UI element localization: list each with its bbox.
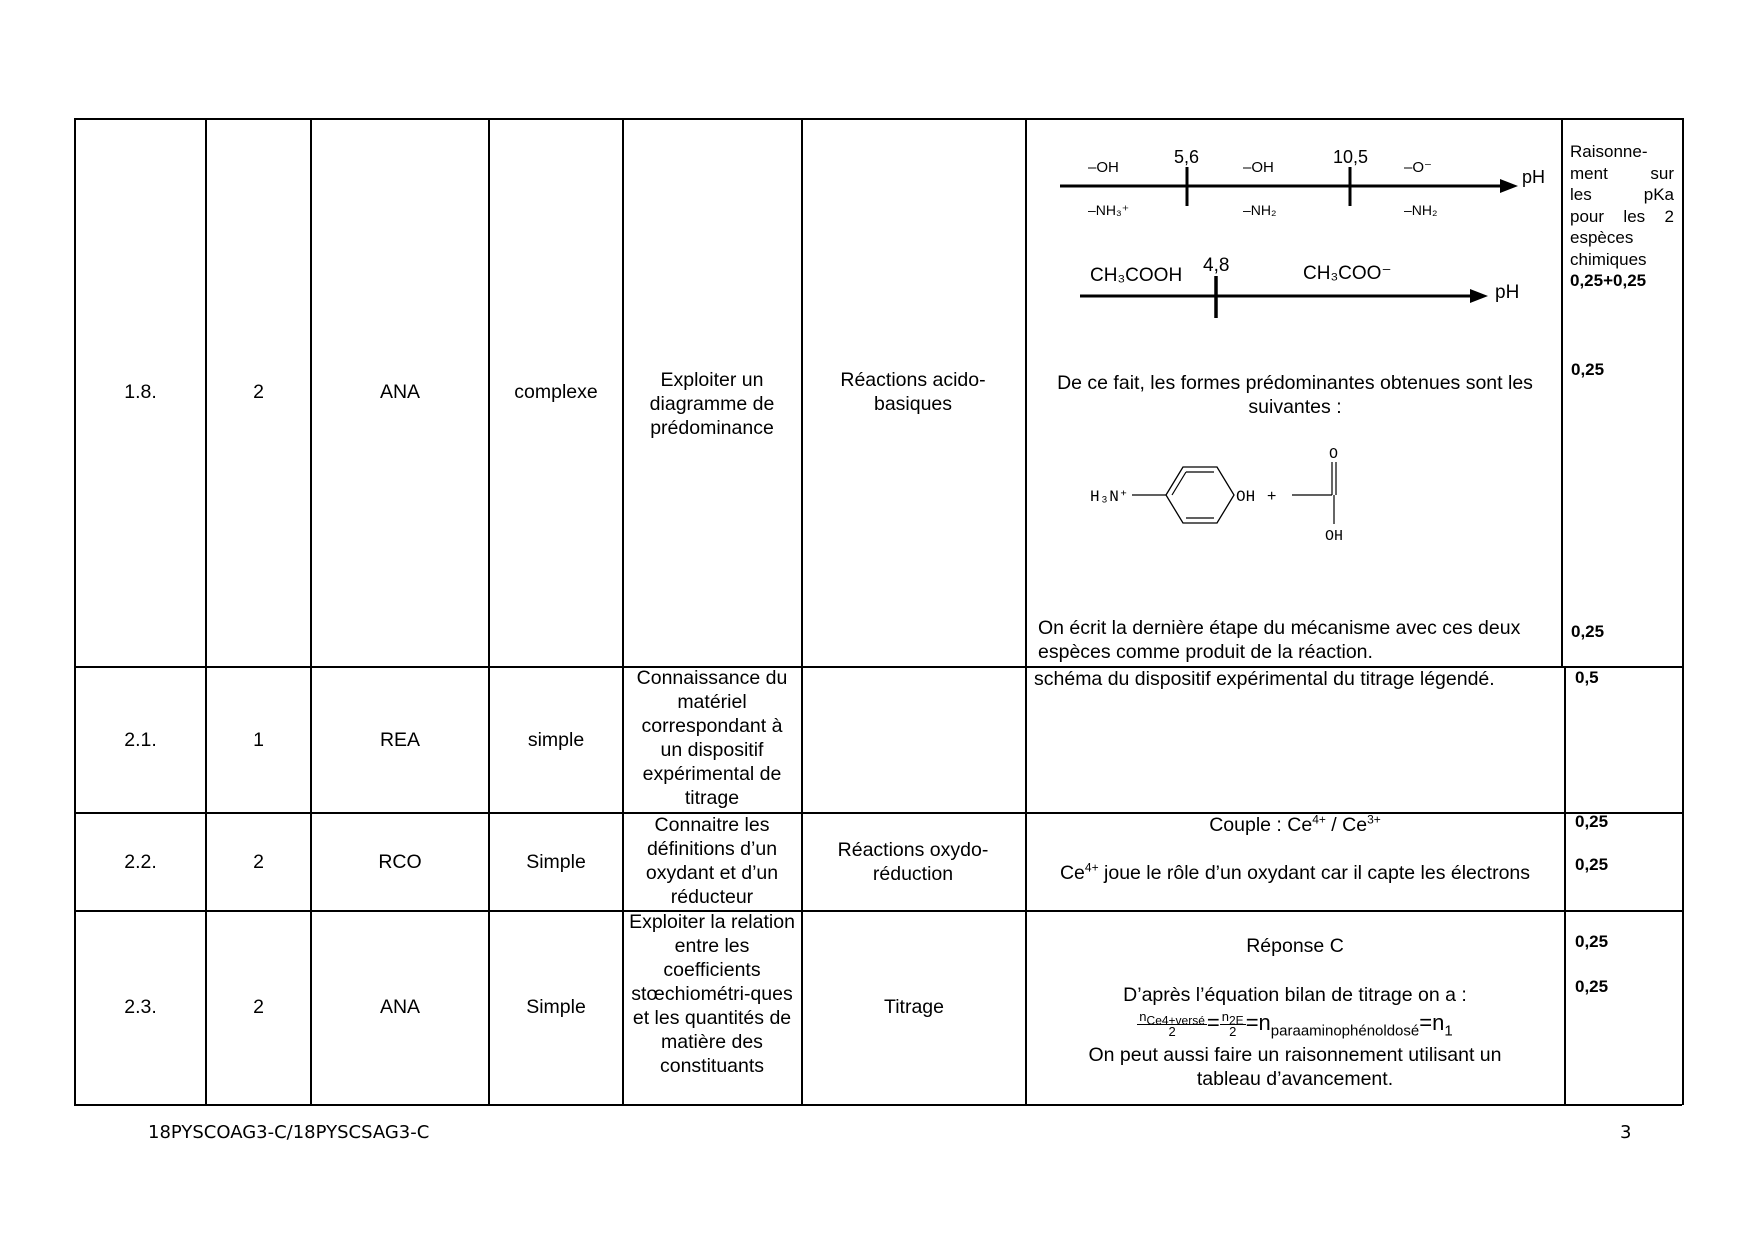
species-label: –NH₂ (1243, 202, 1277, 218)
symbol: n (1221, 1008, 1229, 1024)
score-value: 0,25 (1575, 977, 1609, 996)
couple-prefix: Couple : Ce (1209, 814, 1313, 836)
pka-label: 5,6 (1174, 147, 1200, 167)
symbol: n (1432, 1010, 1445, 1035)
difficulty-level: complexe (514, 381, 598, 403)
plus-sign: + (1267, 488, 1277, 505)
table-line (1561, 118, 1563, 666)
table-line (74, 1104, 1682, 1106)
capacity: Connaissance du matériel correspondant à un dispositif expérimental de titrage (636, 667, 788, 809)
score-value: 0,25 (1575, 855, 1609, 874)
reasoning-line: ment sur (1570, 163, 1674, 183)
symbol: n (1139, 1008, 1147, 1024)
capacity: Connaitre les définitions d’un oxydant et d’un réducteur (645, 814, 779, 908)
reasoning-line: Raisonne- (1570, 142, 1648, 161)
oxygen-label: O (1329, 446, 1339, 463)
equals-sign: = (1419, 1010, 1433, 1035)
knowledge-domain: Titrage (884, 996, 944, 1018)
table-line (1564, 666, 1566, 1105)
species-label: –NH₃⁺ (1088, 202, 1130, 218)
answer-text: schéma du dispositif expérimental du titrage légendé. (1034, 668, 1495, 690)
reasoning-line: les pKa (1570, 185, 1674, 204)
arrow-head-icon (1470, 289, 1488, 303)
table-line (1682, 118, 1684, 1105)
competence: REA (379, 729, 421, 751)
benzene-ring (1166, 467, 1234, 523)
question-number: 1.8. (124, 381, 157, 403)
page-number: 3 (1620, 1122, 1632, 1143)
table-line (1025, 118, 1027, 1105)
charge: 4+ (1084, 860, 1099, 875)
couple-separator: / Ce (1325, 814, 1368, 836)
fraction (1220, 1010, 1246, 1039)
species-label: –O⁻ (1404, 159, 1432, 176)
stoichiometry-formula (1030, 1008, 1560, 1039)
score-value: 0,25 (1575, 812, 1609, 831)
score-value: 0,25 (1575, 932, 1609, 951)
species-label: –OH (1243, 159, 1274, 176)
question-number: 2.2. (124, 851, 157, 873)
score-value: 0,25 (1571, 360, 1605, 379)
reasoning-line: pour les 2 (1570, 206, 1674, 226)
species-label: CH₃COOH (1090, 265, 1183, 286)
answer-text: On peut aussi faire un raisonnement utilisant un tableau d’avancement. (1088, 1044, 1502, 1090)
answer-text: De ce fait, les formes prédominantes obtenues sont les suivantes : (1057, 372, 1533, 418)
table-line (488, 118, 490, 1105)
equals-sign: = (1206, 1010, 1220, 1035)
redox-couple (1030, 813, 1560, 837)
difficulty-level: Simple (526, 996, 586, 1018)
competence: ANA (379, 381, 421, 403)
question-points: 2 (253, 996, 264, 1018)
answer-text (1030, 861, 1560, 885)
acid-oh-label: OH (1325, 528, 1344, 545)
molecule-structure (1090, 440, 1390, 550)
denominator: 2 (1168, 1023, 1176, 1039)
amine-label: H₃N⁺ (1090, 488, 1129, 506)
answer-sentence: joue le rôle d’un oxydant car il capte les électrons (1098, 862, 1531, 884)
reasoning-line: chimiques (1570, 249, 1647, 269)
question-points: 2 (253, 381, 264, 403)
table-line (205, 118, 207, 1105)
competence: RCO (378, 851, 422, 873)
ph-axis-label: pH (1522, 167, 1546, 187)
equals-sign: = (1245, 1010, 1259, 1035)
charge: 3+ (1367, 812, 1381, 827)
question-points: 1 (253, 729, 264, 751)
arrow-head-icon (1500, 179, 1518, 193)
capacity: Exploiter la relation entre les coefficients stœchiométri-ques et les quantités de matière des constituants (629, 911, 795, 1077)
pka-label: 4,8 (1203, 255, 1230, 276)
charge: 4+ (1312, 812, 1326, 827)
score-value: 0,5 (1575, 668, 1599, 687)
symbol: n (1258, 1010, 1271, 1035)
question-points: 2 (253, 851, 264, 873)
difficulty-level: simple (527, 729, 585, 751)
answer-text: On écrit la dernière étape du mécanisme avec ces deux espèces comme produit de la réaction. (1038, 617, 1521, 663)
ion-symbol: Ce (1059, 862, 1085, 884)
subscript: 2E (1229, 1013, 1244, 1028)
knowledge-domain: Réactions oxydo-réduction (837, 839, 989, 885)
capacity: Exploiter un diagramme de prédominance (649, 369, 775, 439)
document-reference: 18PYSCOAG3-C/18PYSCSAG3-C (148, 1122, 430, 1143)
reasoning-line: espèces (1570, 228, 1634, 247)
difficulty-level: Simple (526, 851, 586, 873)
question-number: 2.1. (124, 729, 157, 751)
subscript: paraaminophénoldosé (1270, 1022, 1420, 1040)
predominance-diagram-acetic-acid (1060, 248, 1540, 328)
knowledge-domain: Réactions acido-basiques (840, 369, 986, 415)
fraction (1137, 1010, 1207, 1039)
pka-label: 10,5 (1333, 147, 1369, 167)
table-line (74, 118, 1682, 120)
table-line (801, 118, 803, 1105)
question-number: 2.3. (124, 996, 157, 1018)
species-label: –NH₂ (1404, 202, 1438, 218)
score-notes (1570, 141, 1674, 292)
answer-text: Réponse C (1246, 935, 1344, 957)
hydroxyl-label: OH (1236, 488, 1256, 506)
bond (1172, 472, 1186, 495)
ph-axis-label: pH (1495, 282, 1520, 303)
subscript: 1 (1444, 1022, 1453, 1040)
predominance-diagram-aminophenol (1030, 140, 1560, 235)
score-value: 0,25 (1571, 622, 1605, 641)
subscript: Ce4+versé (1146, 1013, 1205, 1028)
table-line (622, 118, 624, 1105)
competence: ANA (379, 996, 421, 1018)
table-line (310, 118, 312, 1105)
table-line (74, 910, 1682, 912)
answer-text: D’après l’équation bilan de titrage on a : (1123, 984, 1467, 1006)
species-label: CH₃COO⁻ (1303, 263, 1392, 284)
denominator: 2 (1229, 1023, 1237, 1039)
table-line (74, 118, 76, 1105)
species-label: –OH (1088, 159, 1119, 176)
score-value: 0,25+0,25 (1570, 271, 1647, 290)
